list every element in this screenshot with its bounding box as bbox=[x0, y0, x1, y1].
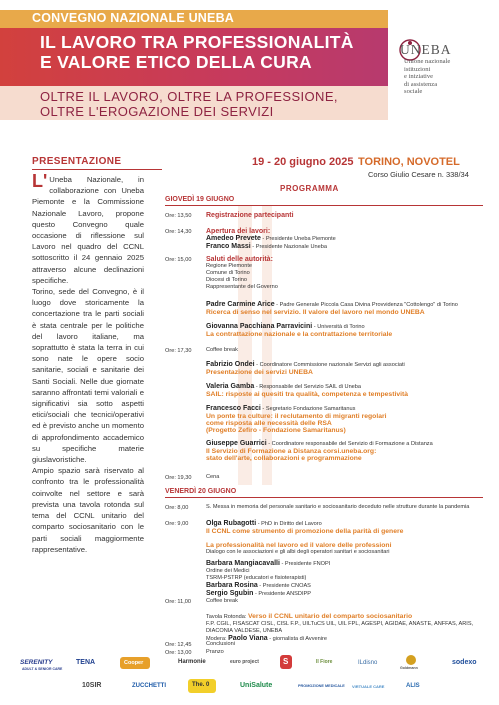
sponsor-logo: Cooper bbox=[124, 660, 144, 666]
speaker-role: - Presidente Nazionale Uneba bbox=[250, 244, 327, 250]
speaker-name: Olga Rubagotti bbox=[206, 520, 257, 527]
agenda-item bbox=[206, 520, 481, 535]
speaker-role: - Presidente ANSDIPP bbox=[253, 591, 311, 597]
talk-title: (Progetto Zefiro - Fondazione Samaritanus) bbox=[206, 427, 346, 434]
sponsor-logo: 10SIR bbox=[82, 682, 102, 689]
agenda-item bbox=[206, 613, 481, 643]
logo-name: UNEBA bbox=[400, 42, 452, 57]
sponsor-logo: sodexo bbox=[452, 659, 477, 666]
time-label: Ore: 9,00 bbox=[165, 521, 189, 527]
agenda-item bbox=[206, 212, 481, 220]
sponsor-logo: ILdisno bbox=[358, 660, 378, 666]
program-label: PROGRAMMA bbox=[280, 184, 339, 193]
speaker-name: Paolo Viana bbox=[228, 635, 268, 642]
time-label: Ore: 19,30 bbox=[165, 475, 192, 481]
time-label: Ore: 11,00 bbox=[165, 599, 192, 605]
authority: Diocesi di Torino bbox=[206, 277, 247, 283]
sponsor-logo: Harmonie bbox=[178, 659, 206, 665]
agenda-item bbox=[206, 256, 481, 291]
logo-desc-line: di assistenza bbox=[404, 80, 438, 88]
talk-title: stato dell'arte, collaborazioni e programmazione bbox=[206, 455, 362, 462]
sponsor-logo: VIRTUALE CARE bbox=[352, 684, 385, 689]
title-line-1: IL LAVORO TRA PROFESSIONALITÀ bbox=[40, 32, 354, 52]
speaker-name: Amedeo Prevete bbox=[206, 235, 261, 242]
time-label: Ore: 15,00 bbox=[165, 257, 192, 263]
time-label: Ore: 14,30 bbox=[165, 229, 192, 235]
sponsor-logo: ZUCCHETTI bbox=[132, 683, 166, 689]
talk-title: Il Servizio di Formazione a Distanza corsi.uneba.org: bbox=[206, 448, 377, 455]
event-address: Corso Giulio Cesare n. 338/34 bbox=[368, 170, 469, 179]
presentation-title: PRESENTAZIONE bbox=[32, 156, 122, 167]
agenda-item bbox=[206, 641, 481, 648]
agenda-item bbox=[206, 474, 481, 481]
agenda-item bbox=[206, 405, 481, 434]
agenda-item bbox=[206, 361, 481, 376]
sponsor-badge bbox=[406, 655, 416, 665]
sponsor-logo: Il Fiore bbox=[316, 659, 333, 665]
agenda-title: S. Messa in memoria del personale sanitario e sociosanitario deceduto nelle strutture durante la pandemia bbox=[206, 504, 470, 510]
moderator-label: Modera: bbox=[206, 636, 229, 642]
time-label: Ore: 13,50 bbox=[165, 213, 192, 219]
time-label: Ore: 17,30 bbox=[165, 348, 192, 354]
agenda-item bbox=[206, 323, 481, 338]
speaker-role: - Padre Generale Piccola Casa Divina Provvidenza "Cottolengo" di Torino bbox=[274, 302, 458, 308]
speaker-name: Franco Massi bbox=[206, 243, 251, 250]
agenda-title: Cena bbox=[206, 474, 220, 480]
speaker-role: - Presidente FNOPI bbox=[279, 561, 331, 567]
agenda-item bbox=[206, 347, 481, 354]
talk-title: Il CCNL come strumento di promozione della parità di genere bbox=[206, 528, 404, 535]
presentation-text bbox=[32, 171, 144, 555]
speaker-name: Barbara Rosina bbox=[206, 582, 258, 589]
day-1-label: GIOVEDÌ 19 GIUGNO bbox=[165, 196, 235, 203]
subtitle-line-2: OLTRE L'EROGAZIONE DEI SERVIZI bbox=[40, 104, 274, 119]
sponsor-strip bbox=[12, 655, 492, 701]
talk-title: Verso il CCNL unitario del comparto sociosanitario bbox=[247, 613, 413, 620]
speaker-name: Fabrizio Ondei bbox=[206, 361, 255, 368]
sponsor-logo: SERENITY bbox=[20, 659, 53, 666]
agenda-title: Apertura dei lavori: bbox=[206, 228, 271, 235]
agenda-item bbox=[206, 504, 481, 511]
speaker-role: - Coordinatore responsabile del Servizio di Formazione a Distanza bbox=[266, 441, 433, 447]
speaker-role: - Presidente Uneba Piemonte bbox=[260, 236, 336, 242]
day-1-divider bbox=[165, 205, 483, 206]
agenda-title: Registrazione partecipanti bbox=[206, 212, 294, 219]
organization: TSRM-PSTRP (educatori e fisioterapisti) bbox=[206, 575, 307, 581]
sponsor-logo: TENA bbox=[76, 659, 96, 666]
time-label: Ore: 8,00 bbox=[165, 505, 189, 511]
logo-desc-line: e iniziative bbox=[404, 73, 434, 80]
talk-subtitle: Dialogo con le associazioni e gli albi degli operatori sanitari e sociosanitari bbox=[206, 549, 390, 555]
agenda-item bbox=[206, 383, 481, 398]
speaker-role: - Segretario Fondazione Samaritanus bbox=[260, 406, 356, 412]
speaker-name: Padre Carmine Arice bbox=[206, 301, 275, 308]
talk-title: La contrattazione nazionale e la contrattazione territoriale bbox=[206, 331, 393, 338]
page-title bbox=[40, 32, 354, 72]
speaker-role: - Presidente CNOAS bbox=[257, 583, 311, 589]
speaker-name: Barbara Mangiacavalli bbox=[206, 560, 280, 567]
sponsor-logo: The. 0 bbox=[192, 682, 210, 688]
sponsor-logo: S bbox=[283, 657, 289, 666]
agenda-title: Saluti delle autorità: bbox=[206, 256, 273, 263]
paragraph-text: Uneba Nazionale, in collaborazione con Uneba Piemonte e la Commissione Nazionale Lavoro, propone questo Convegno quale occasione di riflessione sul Lavoro nel quadro del CCNL sottoscritto il 24 gennaio 2025 attraverso alcune declinazioni specifiche. bbox=[32, 175, 144, 285]
talk-title: come risposta alle necessità delle RSA bbox=[206, 420, 332, 427]
agenda-title: Conclusioni bbox=[206, 641, 235, 647]
presentation-paragraph bbox=[32, 171, 144, 286]
agenda-title: Pranzo bbox=[206, 649, 224, 655]
speaker-role: - PhD in Diritto del Lavoro bbox=[256, 521, 322, 527]
talk-title: Un ponte tra culture: il reclutamento di migranti regolari bbox=[206, 413, 387, 420]
logo-desc-line: Unione nazionale bbox=[404, 58, 451, 65]
talk-title: Ricerca di senso nel servizio. Il valore del lavoro nel mondo UNEBA bbox=[206, 309, 425, 316]
authority: Regione Piemonte bbox=[206, 263, 253, 269]
speaker-role: - Università di Torino bbox=[312, 324, 365, 330]
talk-title: La professionalità nel lavoro ed il valore delle professioni bbox=[206, 542, 392, 549]
paragraph-text: Torino, sede del Convegno, è il luogo dove storicamente la concertazione tra le parti sociali è stata centrale per le politiche del lavoro italiane, ma soprattutto è stata la terra in cui sono nate le opere socio sanitarie, sociali e sanitarie dei Santi Sociali. Nelle due giornate saranno affrontati temi valoriali e significativi sia sotto aspetti etici/sociali che tecnici/operativi ed è previsto anche un momento di approfondimento accademico su specifiche materie giuslavoristiche. bbox=[32, 287, 144, 465]
title-line-2: E VALORE ETICO DELLA CURA bbox=[40, 52, 312, 72]
day-2-divider bbox=[165, 497, 483, 498]
time-label: Ore: 13,00 bbox=[165, 650, 192, 656]
speaker-role: - Coordinatore Commissione nazionale Servizi agli associati bbox=[254, 362, 405, 368]
time-label: Ore: 12,45 bbox=[165, 642, 192, 648]
presentation-paragraph bbox=[32, 465, 144, 555]
authority: Rappresentante del Governo bbox=[206, 284, 278, 290]
speaker-name: Giovanna Pacchiana Parravicini bbox=[206, 323, 313, 330]
conference-label: CONVEGNO NAZIONALE UNEBA bbox=[32, 11, 235, 25]
agenda-item bbox=[206, 560, 481, 598]
speaker-role: - giornalista di Avvenire bbox=[267, 636, 327, 642]
logo-desc-line: istituzioni bbox=[404, 65, 431, 73]
speaker-name: Francesco Facci bbox=[206, 405, 261, 412]
sponsor-logo: ALIS bbox=[406, 683, 420, 689]
agenda-item bbox=[206, 440, 481, 462]
sponsor-logo-sub: ADULT & SENIOR CARE bbox=[22, 667, 63, 671]
agenda-title: Coffee break bbox=[206, 598, 238, 604]
participating-organizations: F.P. CGIL, FISASCAT CISL, CISL F.P., UILTuCS UIL, UIL FPL, AGESPI, AGIDAE, ANASTE, ANFFAS, ARIS, DIACONIA VALDESE, UNEBA bbox=[206, 621, 474, 634]
agenda-item bbox=[206, 301, 481, 316]
speaker-role: - Responsabile del Servizio SAIL di Uneba bbox=[254, 384, 362, 390]
speaker-name: Sergio Sgubin bbox=[206, 590, 254, 597]
subtitle-line-1: OLTRE IL LAVORO, OLTRE LA PROFESSIONE, bbox=[40, 89, 338, 104]
subtitle bbox=[40, 89, 338, 119]
authority: Comune di Torino bbox=[206, 270, 250, 276]
agenda-title: Coffee break bbox=[206, 347, 238, 353]
speaker-name: Valeria Gamba bbox=[206, 383, 255, 390]
sponsor-logo: euro project bbox=[230, 659, 259, 665]
event-date: 19 - 20 giugno 2025 bbox=[252, 156, 354, 168]
sponsor-logo: Goldmann bbox=[400, 666, 418, 670]
speaker-name: Giuseppe Guarrici bbox=[206, 440, 267, 447]
uneba-logo bbox=[392, 38, 492, 98]
dropcap: L' bbox=[32, 171, 48, 191]
logo-desc-line: sociale bbox=[404, 88, 423, 95]
presentation-divider bbox=[32, 169, 162, 170]
talk-title: Presentazione dei servizi UNEBA bbox=[206, 369, 313, 376]
round-table-label: Tavola Rotonda: bbox=[206, 614, 248, 620]
agenda-item bbox=[206, 228, 481, 251]
presentation-paragraph bbox=[32, 286, 144, 465]
event-location: TORINO, NOVOTEL bbox=[358, 156, 460, 168]
sponsor-logo: PROMOZIONE MEDICALE bbox=[298, 684, 345, 688]
day-2-label: VENERDÌ 20 GIUGNO bbox=[165, 488, 237, 495]
talk-title: SAIL: risposte ai quesiti tra qualità, competenza e tempestività bbox=[206, 391, 409, 398]
agenda-item bbox=[206, 598, 481, 605]
paragraph-text: Ampio spazio sarà riservato al confronto tra le professionalità coinvolte nel settore e sarà prevista una tavola rotonda sul tema del CCNL unitario del comparto sociosanitario con le parti sociali maggiormente rappresentative. bbox=[32, 466, 144, 554]
sponsor-logo: UniSalute bbox=[240, 682, 273, 689]
agenda-item bbox=[206, 542, 481, 556]
organization: Ordine dei Medici bbox=[206, 568, 250, 574]
logo-description bbox=[404, 58, 474, 96]
